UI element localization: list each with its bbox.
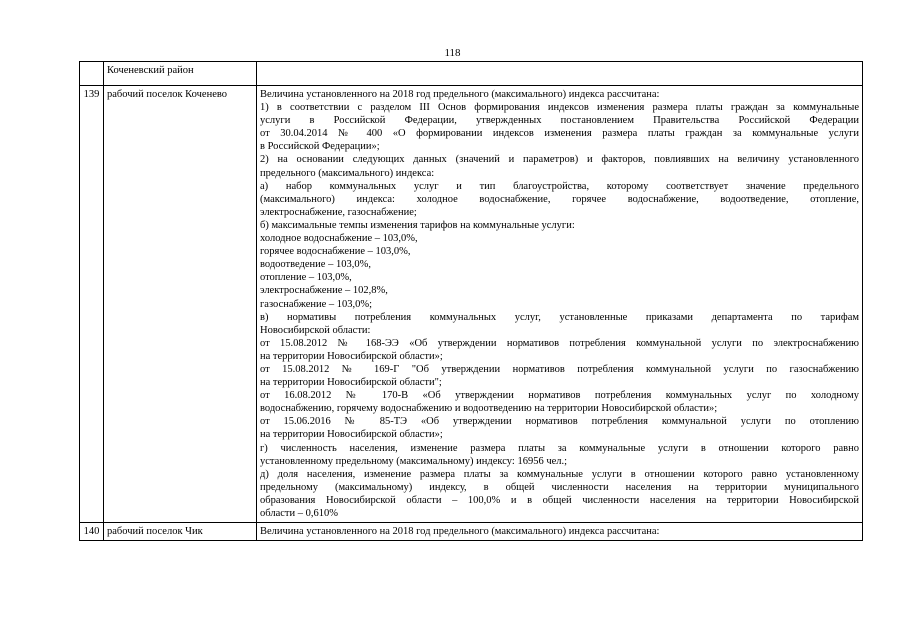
text-line: б) максимальные темпы изменения тарифов на коммунальные услуги: — [260, 219, 575, 231]
row-number: 140 — [80, 523, 104, 541]
text-line: предельного (максимального) индекса: — [260, 167, 435, 179]
index-description — [257, 86, 863, 523]
text-line: д) доля населения, изменение размера платы за коммунальные услуги в отношении которого равно установленному — [260, 468, 859, 480]
text-line: от 15.08.2012 № 169-Г "Об утверждении нормативов потребления коммунальной услуги по газоснабжению — [260, 363, 859, 375]
text-line: а) набор коммунальных услуг и тип благоустройства, которому соответствует значение предельного — [260, 180, 859, 192]
text-line: в Российской Федерации»; — [260, 141, 380, 153]
table-row — [80, 523, 863, 541]
text-line: 2) на основании следующих данных (значений и параметров) и факторов, повлиявших на величину установленного — [260, 154, 859, 166]
text-line: Новосибирской области: — [260, 324, 371, 336]
text-line: (максимального) индекса: холодное водоснабжение, горячее водоснабжение, водоотведение, отопление, — [260, 193, 859, 205]
text-line: от 15.06.2016 № 85-ТЭ «Об утверждении нормативов потребления коммунальной услуги по отоплению — [260, 416, 859, 428]
text-line: от 16.08.2012 № 170-В «Об утверждении нормативов потребления коммунальных услуг по холодному — [260, 390, 859, 402]
document-table — [79, 61, 863, 541]
page-number: 118 — [444, 47, 461, 59]
table-row — [80, 62, 863, 86]
text-line: газоснабжение – 103,0%; — [260, 298, 373, 310]
text-line: на территории Новосибирской области"; — [260, 377, 442, 389]
text-line: водоотведение – 103,0%, — [260, 259, 371, 271]
text-line: водоснабжению, горячему водоснабжению и водоотведению на территории Новосибирской области»; — [260, 403, 718, 415]
row-text — [257, 62, 863, 86]
text-line: установленному предельному (максимальному) индексу: 16956 чел.; — [260, 455, 568, 467]
text-line: электроснабжение, газоснабжение; — [260, 206, 417, 218]
text-line: горячее водоснабжение – 103,0%, — [260, 246, 411, 258]
text-line: 1) в соответствии с разделом III Основ формирования индексов изменения размера платы граждан за коммунальные — [260, 102, 859, 114]
settlement-name: рабочий поселок Чик — [104, 523, 257, 541]
index-description — [257, 523, 863, 541]
settlement-name: рабочий поселок Коченево — [104, 86, 257, 523]
text-line: отопление – 103,0%, — [260, 272, 352, 284]
text-line: от 15.08.2012 № 168-ЭЭ «Об утверждении нормативов потребления коммунальной услуги по электроснабжению — [260, 337, 859, 349]
text-line: электроснабжение – 102,8%, — [260, 285, 388, 297]
text-line: предельному (максимальному) индексу, в общей численности населения на территории муниципального — [260, 481, 859, 493]
table-row — [80, 86, 863, 523]
text-line: на территории Новосибирской области»; — [260, 350, 443, 362]
row-number — [80, 62, 104, 86]
text-line: холодное водоснабжение – 103,0%, — [260, 233, 418, 245]
text-line: г) численность населения, изменение размера платы за коммунальные услуги в отношении которого равно — [260, 442, 859, 454]
text-line: Величина установленного на 2018 год предельного (максимального) индекса рассчитана: — [260, 526, 660, 538]
district-name: Коченевский район — [104, 62, 257, 86]
text-line: услуги в Российской Федерации, утвержденных постановлением Правительства Российской Федерации — [260, 115, 859, 127]
text-line: области – 0,610% — [260, 508, 338, 519]
text-line: образования Новосибирской области – 100,0% и в общей численности населения на территории Новосибирской — [260, 494, 859, 506]
text-line: в) нормативы потребления коммунальных услуг, установленные приказами департамента по тарифам — [260, 311, 859, 323]
row-number: 139 — [80, 86, 104, 523]
text-line: Величина установленного на 2018 год предельного (максимального) индекса рассчитана: — [260, 89, 660, 100]
text-line: от 30.04.2014 № 400 «О формировании индексов изменения размера платы граждан за коммунальные услуги — [260, 128, 859, 140]
text-line: на территории Новосибирской области»; — [260, 429, 443, 441]
